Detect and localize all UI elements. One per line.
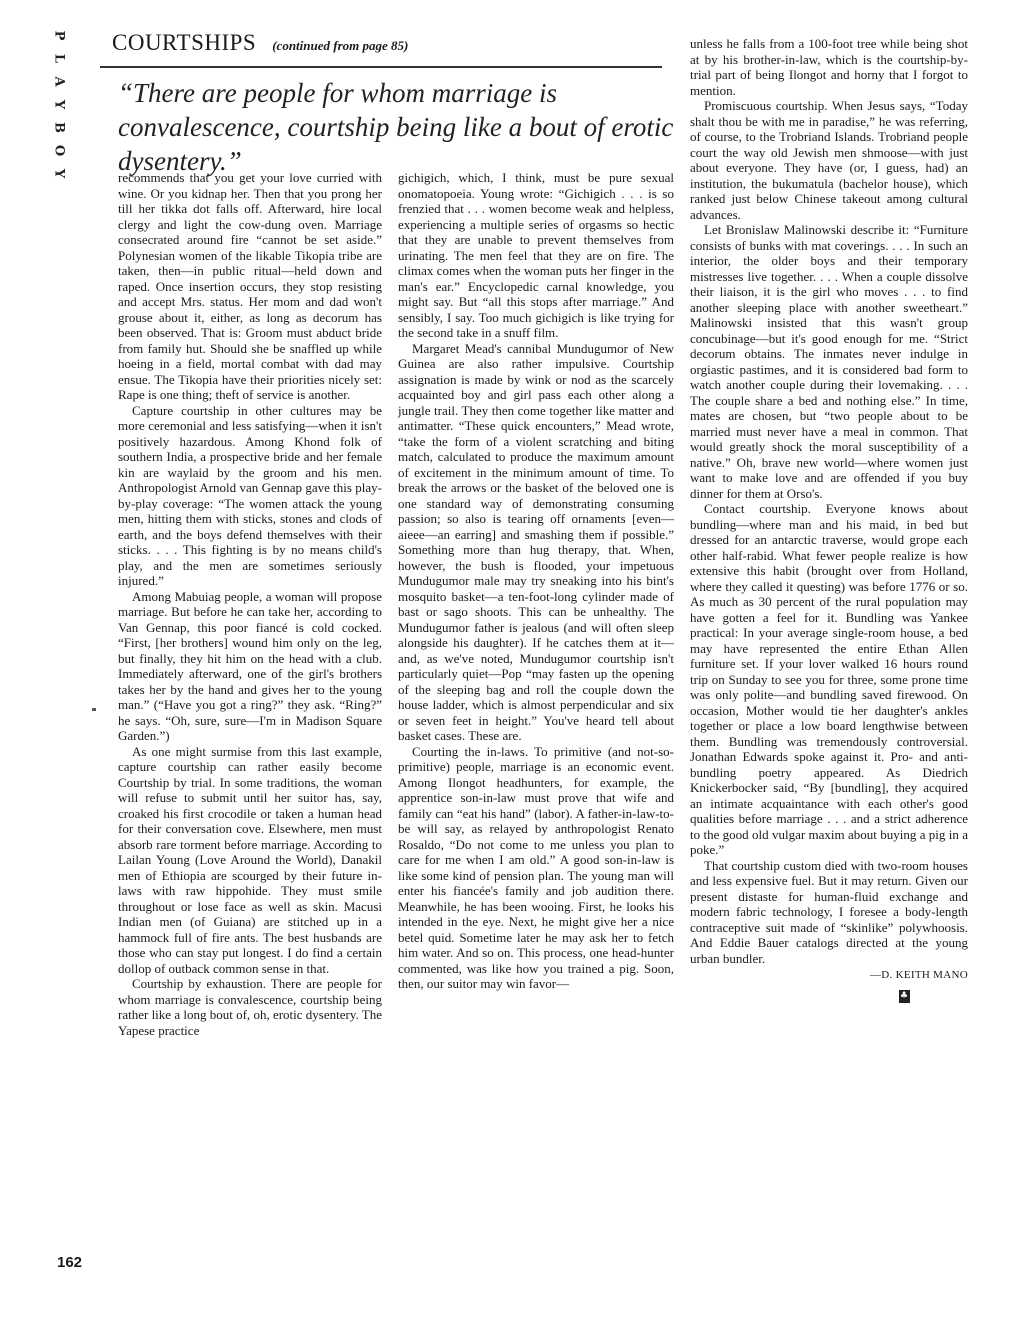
paragraph: recommends that you get your love curried with wine. Or you kidnap her. Then that you prong her till her tikka dot falls off. Afterward, hire local clergy and light the cow-dung oven. Marriage consecrated around fire “cannot be set aside.” Polynesian women of the likable Tikopia tribe are taken, then—in public ritual—held down and raped. Once insertion occurs, they stop resisting and accept Mrs. status. Her mom and dad won't grouse about it, either, as long as decorum has been observed. That is: Groom must abduct bride from family hut. Should she be snaffled up while hoeing in a field, mortal combat with dad may ensue. The Tikopia have their priorities nicely set: Rape is one thing; theft of service is another. (118, 170, 382, 402)
paragraph: Promiscuous courtship. When Jesus says, “Today shalt thou be with me in paradise,” he was referring, of course, to the Trobriand Islands. Trobriand people court the way old Jewish men shmoose—with just about everyone. They have (or, I guess, had) an institution, the bukumatula (bachelor house), which ranked just below Chinese takeout among cultural advances. (690, 98, 968, 222)
article-column-1 (118, 170, 382, 1038)
paragraph: Contact courtship. Everyone knows about bundling—where man and his maid, in bed but dressed for an antarctic traverse, would grope each other half-rabid. What fewer people realize is how extensive this habit (brought over from Holland, where they called it questing) was before 1776 or so. As much as 30 percent of the rural population may have gotten a feel for it. Bundling was Yankee practical: In your average single-room house, a bed may have represented the entire Ethan Allen furniture set. If your lover walked 16 hours round trip on Sunday to see you for three, some prone time was only polite—and bundling saved firewood. On occasion, Mother would tie her daughter's ankles together or place a low board lengthwise between them. Bundling was tremendously controversial. Jonathan Edwards spoke against it. Pro- and anti-bundling poetry appeared. As Diedrich Knickerbocker said, “By [bundling], they acquired an intimate acquaintance with each other's good qualities before marriage . . . and a strict adherence to the good old vulgar maxim about buying a pig in a poke.” (690, 501, 968, 857)
byline-row (690, 966, 968, 984)
magazine-letter: P (51, 30, 67, 41)
paragraph: Courting the in-laws. To primitive (and not-so-primitive) people, marriage is an economic event. Among Ilongot headhunters, for example, the apprentice son-in-law must prove that wife and family can “eat his hand” (labor). A father-in-law-to-be will say, as relayed by anthropologist Renato Rosaldo, “Do not come to me unless you plan to care for me when I am old.” A good son-in-law is like some kind of pension plan. The young man will enter his fiancée's family and job audition there. Meanwhile, he has been wooing. First, he looks his intended in the eye. Next, he might give her a nice betel quid. Sometime later he may ask her to fetch him water. And so on. This process, one head-hunter commented, was like how you trained a pig. Soon, then, our suitor may win favor— (398, 743, 674, 991)
end-mark-row (690, 986, 968, 1003)
magazine-letter: L (51, 53, 67, 64)
margin-mark (92, 708, 96, 711)
paragraph: Courtship by exhaustion. There are people for whom marriage is convalescence, courtship being rather like a long bout of, oh, erotic dysentery. The Yapese practice (118, 976, 382, 1038)
byline: —D. KEITH MANO (870, 969, 968, 981)
paragraph: Capture courtship in other cultures may be more ceremonial and less satisfying—when it isn't positively hazardous. Among Khond folk of southern India, a prospective bride and her female kin are waylaid by the groom and his men. Anthropologist Arnold van Gennap gave this play-by-play coverage: “The women attack the young men, hitting them with sticks, stones and clods of earth, and the boys defend themselves with their sticks. . . . This fighting is by no means child's play, and the men are sometimes seriously injured.” (118, 402, 382, 588)
magazine-name-vertical (44, 24, 74, 185)
article-column-3 (690, 36, 968, 1003)
article-column-2 (398, 170, 674, 992)
magazine-letter: A (51, 76, 67, 87)
header-rule (100, 66, 662, 68)
paragraph: That courtship custom died with two-room houses and less expensive fuel. But it may return. Given our present distaste for human-fluid exchange and modern fabric technology, I foresee a body-length contraceptive suit made of “skinlike” polywhoosis. And Eddie Bauer catalogs directed at the young urban bundler. (690, 857, 968, 966)
magazine-letter: O (51, 144, 67, 157)
paragraph: unless he falls from a 100-foot tree while being shot at by his brother-in-law, which is the courtship-by-trial part of being Ilongot and horny that I forgot to mention. (690, 36, 968, 98)
section-title: COURTSHIPS (112, 30, 257, 55)
paragraph: Margaret Mead's cannibal Mundugumor of New Guinea are also rather impulsive. Courtship assignation is made by wink or nod as the scarcely acquainted boy and girl pass each other along a jungle trail. They then come together like matter and antimatter. “These quick encounters,” Mead wrote, “take the form of a violent scratching and biting match, calculated to produce the maximum amount of excitement in the minimum amount of time. To break the arrows or the basket of the beloved one is one standard way of demonstrating consuming passion; so also is tearing off ornaments [even—aieee—an earring] and smashing them if possible.” Something more than hug therapy, that. When, however, the bush is flooded, your impetuous Mundugumor male may try sneaking into his bint's mosquito basket—a ten-foot-long cylinder made of bast or sago shoots. This can be unhealthy. The Mundugumor father is jealous (and will often sleep alongside his daughter). If he catches them at it—and, as we've noted, Mundugumor courtship isn't particularly quiet—Pop “may fasten up the opening of the sleeping bag and roll the couple down the house ladder, which is almost perpendicular and six or seven feet in height.” You've heard tell about basket cases. These are. (398, 340, 674, 743)
paragraph: As one might surmise from this last example, capture courtship can rather easily become Courtship by trial. In some traditions, the woman will refuse to submit until her suitor has, say, croaked his first crocodile or taken a human head for their conversation cove. Elsewhere, men must absorb rare torment before marriage. According to Lailan Young (Love Around the World), Danakil men of Ethiopia are scourged by their future in-laws with raw hippohide. They must smile throughout or lose face as well as skin. Macusi Indian men (of Guiana) are stitched up in a hammock full of fire ants. The best husbands are those who can stay put longest. I do find a certain dollop of outback common sense in that. (118, 743, 382, 976)
magazine-letter: Y (51, 168, 67, 179)
paragraph: Among Mabuiag people, a woman will propose marriage. But before he can take her, according to Van Gennap, this poor fiancé is cold cocked. “First, [her brothers] wound him only on the leg, but finally, they hit him on the head with a club. Immediately afterward, one of the girl's brothers takes her by the hand and gives her to the young man.” (“Have you got a ring?” they ask. “Ring?” he says. “Oh, sure, sure—I'm in Madison Square Garden.”) (118, 588, 382, 743)
paragraph: gichigich, which, I think, must be pure sexual onomatopoeia. Young wrote: “Gichigich . . . is so frenzied that . . . women become weak and helpless, experiencing a multiple series of orgasms so hectic that they are unable to prevent themselves from urinating. The men feel that they are on fire. The climax comes when the woman puts her finger in the man's ear.” Encyclopedic carnal knowledge, you might say. But “all this stops after marriage.” And sensibly, I say. Too much gichigich is like trying for the second take in a snuff film. (398, 170, 674, 340)
page-header (112, 30, 657, 56)
bunny-end-mark-icon: ♣ (899, 990, 909, 1001)
continued-note: (continued from page 85) (272, 38, 409, 53)
page-number: 162 (57, 1254, 83, 1271)
magazine-letter: B (51, 122, 67, 133)
pull-quote: “There are people for whom marriage is convalescence, courtship being like a bout of erotic dysentery.” (118, 78, 674, 176)
paragraph: Let Bronislaw Malinowski describe it: “Furniture consists of bunks with mat coverings. . . . In such an interior, the older boys and their temporary mistresses live together. . . . When a couple dissolve their liaison, it is the girl who moves . . . to find another sleeping place with another sweetheart.” Malinowski insisted that this wasn't group concubinage—but it's good enough for me. “Strict decorum obtains. The inmates never indulge in orgiastic pastimes, and it is considered bad form to watch another couple during their lovemaking. . . . The couple share a bed and nothing else.” In time, mates are chosen, but “two people about to be married must never have a meal in common. That would greatly shock the moral susceptibility of a native.” Oh, brave new world—where women just want to make love and are offended if you buy dinner for them at Orso's. (690, 222, 968, 501)
magazine-letter: Y (51, 99, 67, 110)
